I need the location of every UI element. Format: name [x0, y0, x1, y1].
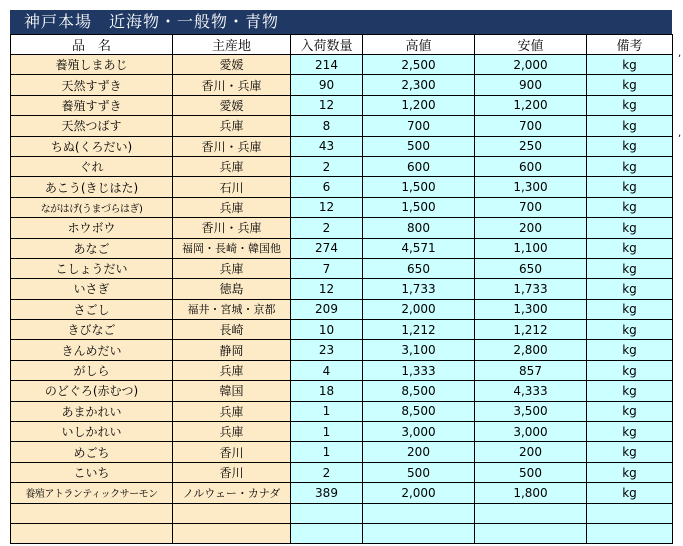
origin-cell: 香川・兵庫: [173, 75, 291, 95]
quantity-cell: 2: [291, 156, 363, 176]
low-price-cell: 250: [475, 136, 587, 156]
table-row: [11, 340, 673, 360]
header-low-price: 安値: [475, 35, 587, 55]
table-row: [11, 360, 673, 380]
remarks-cell: kg: [587, 422, 673, 442]
market-price-table: [10, 34, 673, 544]
remarks-cell: kg: [587, 156, 673, 176]
table-row: [11, 197, 673, 217]
fish-name-cell: きんめだい: [11, 340, 173, 360]
quantity-cell: 2: [291, 462, 363, 482]
high-price-cell: 8,500: [363, 381, 475, 401]
fish-name-cell: めごち: [11, 442, 173, 462]
remarks-cell: kg: [587, 462, 673, 482]
quantity-cell: 7: [291, 258, 363, 278]
fish-name-cell: あまかれい: [11, 401, 173, 421]
origin-cell: 愛媛: [173, 95, 291, 115]
high-price-cell: 8,500: [363, 401, 475, 421]
low-price-cell: 2,800: [475, 340, 587, 360]
origin-cell: 福井・宮城・京都: [173, 299, 291, 319]
table-row: [11, 156, 673, 176]
table-row: [11, 462, 673, 482]
quantity-cell: 12: [291, 197, 363, 217]
origin-cell: 愛媛: [173, 55, 291, 75]
remarks-cell: kg: [587, 238, 673, 258]
remarks-cell: kg: [587, 340, 673, 360]
high-price-cell: 600: [363, 156, 475, 176]
remarks-cell: kg: [587, 483, 673, 503]
remarks-cell: kg: [587, 55, 673, 75]
fish-name-cell: さごし: [11, 299, 173, 319]
remarks-cell: kg: [587, 116, 673, 136]
fish-name-cell: あなご: [11, 238, 173, 258]
high-price-cell: 1,212: [363, 320, 475, 340]
table-row: [11, 299, 673, 319]
low-price-cell: 3,000: [475, 422, 587, 442]
quantity-cell: 18: [291, 381, 363, 401]
remarks-cell: kg: [587, 75, 673, 95]
low-price-cell: 600: [475, 156, 587, 176]
low-price-cell: 2,000: [475, 55, 587, 75]
table-row: [11, 279, 673, 299]
low-price-cell: 650: [475, 258, 587, 278]
low-price-cell: 500: [475, 462, 587, 482]
remarks-cell: kg: [587, 401, 673, 421]
quantity-cell: 389: [291, 483, 363, 503]
high-price-cell: 2,500: [363, 55, 475, 75]
quantity-cell: 12: [291, 279, 363, 299]
high-price-cell: 3,000: [363, 422, 475, 442]
table-row: [11, 95, 673, 115]
high-price-cell: [363, 503, 475, 523]
fish-name-cell: がしら: [11, 360, 173, 380]
fish-name-cell: こいち: [11, 462, 173, 482]
high-price-cell: 200: [363, 442, 475, 462]
quantity-cell: 274: [291, 238, 363, 258]
header-name: 品 名: [11, 35, 173, 55]
low-price-cell: 700: [475, 197, 587, 217]
fish-name-cell: こしょうだい: [11, 258, 173, 278]
low-price-cell: 4,333: [475, 381, 587, 401]
high-price-cell: 1,500: [363, 177, 475, 197]
table-row: [11, 116, 673, 136]
remarks-cell: kg: [587, 381, 673, 401]
table-row: [11, 258, 673, 278]
low-price-cell: 1,200: [475, 95, 587, 115]
fish-name-cell: 養殖しまあじ: [11, 55, 173, 75]
origin-cell: 兵庫: [173, 116, 291, 136]
origin-cell: 香川・兵庫: [173, 136, 291, 156]
fish-name-cell: ちぬ(くろだい): [11, 136, 173, 156]
low-price-cell: 1,733: [475, 279, 587, 299]
fish-name-cell: いさぎ: [11, 279, 173, 299]
fish-name-cell: ながはげ(うまづらはぎ): [11, 197, 173, 217]
origin-cell: 香川: [173, 442, 291, 462]
quantity-cell: 4: [291, 360, 363, 380]
high-price-cell: 650: [363, 258, 475, 278]
remarks-cell: kg: [587, 299, 673, 319]
side-mark: ,: [678, 128, 682, 139]
quantity-cell: 209: [291, 299, 363, 319]
high-price-cell: 700: [363, 116, 475, 136]
origin-cell: 兵庫: [173, 401, 291, 421]
fish-name-cell: のどぐろ(赤むつ): [11, 381, 173, 401]
sheet-title: 神戸本場 近海物・一般物・青物: [10, 10, 672, 34]
remarks-cell: kg: [587, 320, 673, 340]
fish-name-cell: 養殖アトランティックサーモン: [11, 483, 173, 503]
low-price-cell: 857: [475, 360, 587, 380]
fish-name-cell: いしかれい: [11, 422, 173, 442]
table-row: [11, 55, 673, 75]
low-price-cell: 1,300: [475, 299, 587, 319]
high-price-cell: 2,000: [363, 299, 475, 319]
table-row: [11, 75, 673, 95]
quantity-cell: 214: [291, 55, 363, 75]
quantity-cell: 10: [291, 320, 363, 340]
remarks-cell: kg: [587, 258, 673, 278]
quantity-cell: 8: [291, 116, 363, 136]
origin-cell: 長崎: [173, 320, 291, 340]
table-row: [11, 442, 673, 462]
quantity-cell: [291, 523, 363, 543]
table-row: [11, 136, 673, 156]
remarks-cell: kg: [587, 95, 673, 115]
empty-row: [11, 503, 673, 523]
origin-cell: [173, 503, 291, 523]
origin-cell: 福岡・長崎・韓国他: [173, 238, 291, 258]
high-price-cell: 2,300: [363, 75, 475, 95]
low-price-cell: 3,500: [475, 401, 587, 421]
table-row: [11, 238, 673, 258]
origin-cell: 静岡: [173, 340, 291, 360]
quantity-cell: 1: [291, 442, 363, 462]
high-price-cell: 500: [363, 462, 475, 482]
table-row: [11, 218, 673, 238]
header-origin: 主産地: [173, 35, 291, 55]
low-price-cell: 200: [475, 442, 587, 462]
quantity-cell: 2: [291, 218, 363, 238]
origin-cell: 兵庫: [173, 197, 291, 217]
remarks-cell: kg: [587, 136, 673, 156]
header-quantity: 入荷数量: [291, 35, 363, 55]
origin-cell: 兵庫: [173, 360, 291, 380]
quantity-cell: 43: [291, 136, 363, 156]
high-price-cell: 1,200: [363, 95, 475, 115]
header-high-price: 高値: [363, 35, 475, 55]
header-row: [11, 35, 673, 55]
high-price-cell: 800: [363, 218, 475, 238]
side-mark: ,: [678, 48, 682, 59]
low-price-cell: 1,800: [475, 483, 587, 503]
header-remarks: 備考: [587, 35, 673, 55]
fish-name-cell: あこう(きじはた): [11, 177, 173, 197]
low-price-cell: 900: [475, 75, 587, 95]
origin-cell: 兵庫: [173, 156, 291, 176]
origin-cell: 兵庫: [173, 422, 291, 442]
remarks-cell: [587, 503, 673, 523]
remarks-cell: [587, 523, 673, 543]
quantity-cell: 1: [291, 401, 363, 421]
high-price-cell: 1,733: [363, 279, 475, 299]
fish-name-cell: ホウボウ: [11, 218, 173, 238]
table-row: [11, 483, 673, 503]
origin-cell: 香川: [173, 462, 291, 482]
origin-cell: 韓国: [173, 381, 291, 401]
remarks-cell: kg: [587, 360, 673, 380]
low-price-cell: [475, 523, 587, 543]
fish-name-cell: [11, 523, 173, 543]
high-price-cell: 4,571: [363, 238, 475, 258]
table-row: [11, 320, 673, 340]
origin-cell: 徳島: [173, 279, 291, 299]
table-row: [11, 177, 673, 197]
high-price-cell: 2,000: [363, 483, 475, 503]
remarks-cell: kg: [587, 279, 673, 299]
fish-name-cell: きびなご: [11, 320, 173, 340]
high-price-cell: 500: [363, 136, 475, 156]
quantity-cell: 6: [291, 177, 363, 197]
quantity-cell: 12: [291, 95, 363, 115]
origin-cell: 石川: [173, 177, 291, 197]
origin-cell: ノルウェー・カナダ: [173, 483, 291, 503]
remarks-cell: kg: [587, 197, 673, 217]
high-price-cell: [363, 523, 475, 543]
remarks-cell: kg: [587, 177, 673, 197]
high-price-cell: 1,500: [363, 197, 475, 217]
low-price-cell: 1,300: [475, 177, 587, 197]
quantity-cell: 23: [291, 340, 363, 360]
low-price-cell: 1,100: [475, 238, 587, 258]
quantity-cell: 1: [291, 422, 363, 442]
quantity-cell: 90: [291, 75, 363, 95]
origin-cell: 兵庫: [173, 258, 291, 278]
remarks-cell: kg: [587, 218, 673, 238]
low-price-cell: 700: [475, 116, 587, 136]
fish-name-cell: ぐれ: [11, 156, 173, 176]
fish-name-cell: 天然つばす: [11, 116, 173, 136]
low-price-cell: 200: [475, 218, 587, 238]
low-price-cell: [475, 503, 587, 523]
high-price-cell: 1,333: [363, 360, 475, 380]
empty-row: [11, 523, 673, 543]
table-row: [11, 381, 673, 401]
table-row: [11, 422, 673, 442]
remarks-cell: kg: [587, 442, 673, 462]
origin-cell: 香川・兵庫: [173, 218, 291, 238]
origin-cell: [173, 523, 291, 543]
fish-name-cell: 天然すずき: [11, 75, 173, 95]
high-price-cell: 3,100: [363, 340, 475, 360]
low-price-cell: 1,212: [475, 320, 587, 340]
fish-name-cell: 養殖すずき: [11, 95, 173, 115]
table-row: [11, 401, 673, 421]
fish-name-cell: [11, 503, 173, 523]
quantity-cell: [291, 503, 363, 523]
